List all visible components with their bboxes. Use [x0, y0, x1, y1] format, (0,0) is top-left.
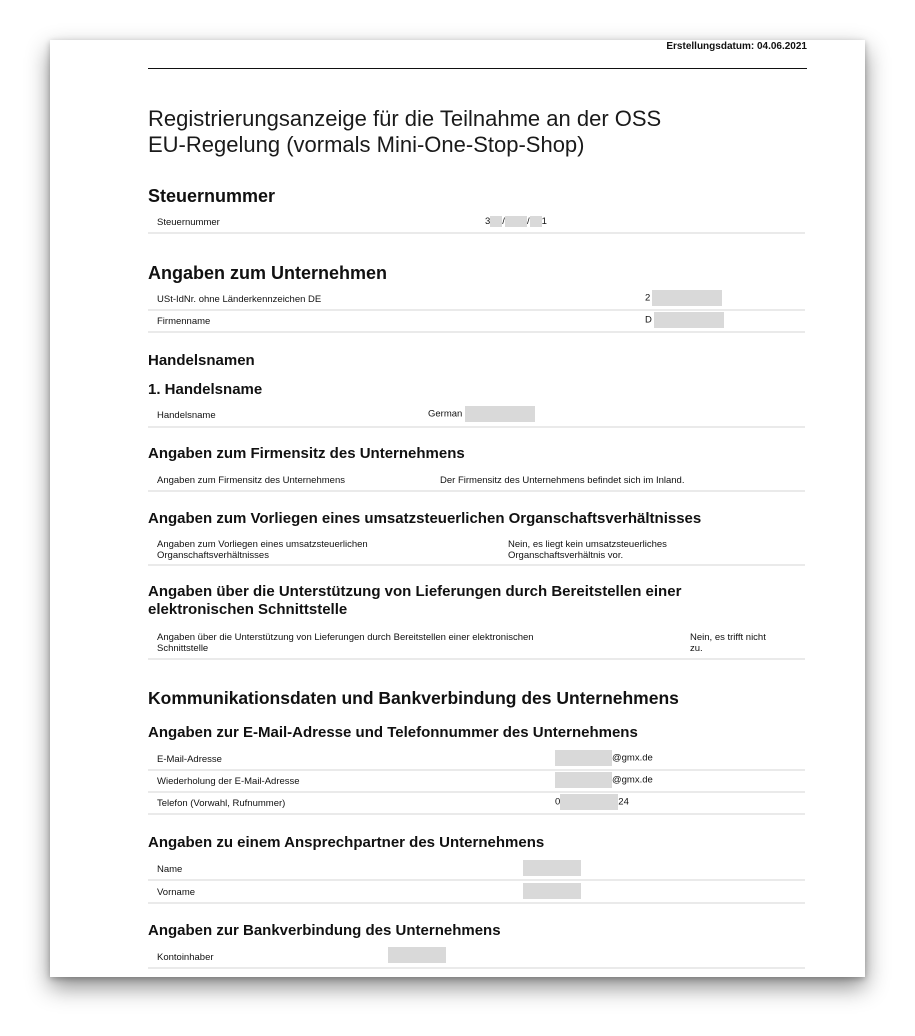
redaction-block [523, 883, 581, 899]
name-value [523, 860, 581, 876]
firmenname-label: Firmenname [157, 316, 211, 327]
redaction-block [654, 312, 724, 328]
vorname-value [523, 883, 581, 899]
table-row-kontoinhaber [148, 947, 805, 969]
table-row-email [148, 749, 805, 771]
organschaft-value: Nein, es liegt kein umsatzsteuerliches Organschaftsverhältnis vor. [508, 539, 667, 561]
section-heading-bankverbindung: Angaben zur Bankverbindung des Unternehmens [148, 922, 501, 939]
vorname-label: Vorname [157, 887, 196, 898]
steuernummer-value: 3 / / 1 [485, 216, 547, 228]
organschaft-label: Angaben zum Vorliegen eines umsatzsteuerlichen Organschaftsverhältnisses [157, 539, 368, 561]
firmensitz-value: Der Firmensitz des Unternehmens befindet sich im Inland. [440, 475, 685, 486]
document-title [148, 106, 808, 158]
table-row-organschaft [148, 536, 805, 566]
email-label: E-Mail-Adresse [157, 754, 222, 765]
redaction-block [523, 860, 581, 876]
section-heading-handelsnamen: Handelsnamen [148, 352, 255, 369]
redaction-block [490, 216, 502, 227]
sub-heading-email-telefon: Angaben zur E-Mail-Adresse und Telefonnummer des Unternehmens [148, 724, 638, 741]
telefon-value: 0 24 [555, 794, 629, 810]
schnittstelle-label: Angaben über die Unterstützung von Lieferungen durch Bereitstellen einer elektronischen Schnittstelle [157, 632, 534, 654]
steuernummer-label: Steuernummer [157, 217, 220, 228]
email-repeat-value: @gmx.de [555, 772, 653, 788]
redaction-block [505, 216, 527, 227]
section-heading-unternehmen: Angaben zum Unternehmen [148, 263, 388, 283]
kontoinhaber-label: Kontoinhaber [157, 952, 214, 963]
redaction-block [530, 216, 542, 227]
header-rule [148, 68, 807, 69]
table-row-firmenname [148, 311, 805, 333]
redaction-block [560, 794, 618, 810]
email-repeat-label: Wiederholung der E-Mail-Adresse [157, 776, 300, 787]
ust-idnr-value: 2 [645, 290, 722, 306]
firmenname-value: D [645, 312, 724, 328]
table-row-vorname [148, 882, 805, 904]
kontoinhaber-value [388, 947, 446, 963]
handelsname-value: German [428, 406, 535, 422]
ust-idnr-label: USt-IdNr. ohne Länderkennzeichen DE [157, 294, 322, 305]
sub-heading-handelsname-1: 1. Handelsname [148, 381, 263, 398]
title-line-2: EU-Regelung (vormals Mini-One-Stop-Shop) [148, 132, 585, 157]
document-page [50, 40, 865, 977]
table-row-firmensitz [148, 470, 805, 492]
redaction-block [388, 947, 446, 963]
section-heading-ansprechpartner: Angaben zu einem Ansprechpartner des Unternehmens [148, 834, 545, 851]
table-row-email-repeat [148, 771, 805, 793]
section-heading-steuernummer: Steuernummer [148, 186, 276, 206]
name-label: Name [157, 864, 183, 875]
telefon-label: Telefon (Vorwahl, Rufnummer) [157, 798, 286, 809]
redaction-block [555, 772, 612, 788]
section-heading-firmensitz: Angaben zum Firmensitz des Unternehmens [148, 445, 465, 462]
section-heading-kommunikation: Kommunikationsdaten und Bankverbindung des Unternehmens [148, 688, 679, 708]
table-row-steuernummer [148, 212, 805, 234]
section-heading-organschaft: Angaben zum Vorliegen eines umsatzsteuerlichen Organschaftsverhältnisses [148, 510, 702, 527]
table-row-name [148, 859, 805, 881]
firmensitz-label: Angaben zum Firmensitz des Unternehmens [157, 475, 345, 486]
redaction-block [652, 290, 722, 306]
section-heading-schnittstelle: Angaben über die Unterstützung von Lieferungen durch Bereitstellen einer elektronischen Schnittstelle [148, 583, 682, 618]
email-value: @gmx.de [555, 750, 653, 766]
redaction-block [555, 750, 612, 766]
schnittstelle-value: Nein, es trifft nicht zu. [690, 632, 766, 654]
table-row-telefon [148, 793, 805, 815]
title-line-1: Registrierungsanzeige für die Teilnahme an der OSS [148, 106, 662, 131]
creation-date: Erstellungsdatum: 04.06.2021 [666, 41, 807, 52]
handelsname-label: Handelsname [157, 410, 216, 421]
table-row-handelsname [148, 404, 805, 428]
table-row-ust-idnr [148, 289, 805, 311]
redaction-block [465, 406, 535, 422]
table-row-schnittstelle [148, 628, 805, 660]
